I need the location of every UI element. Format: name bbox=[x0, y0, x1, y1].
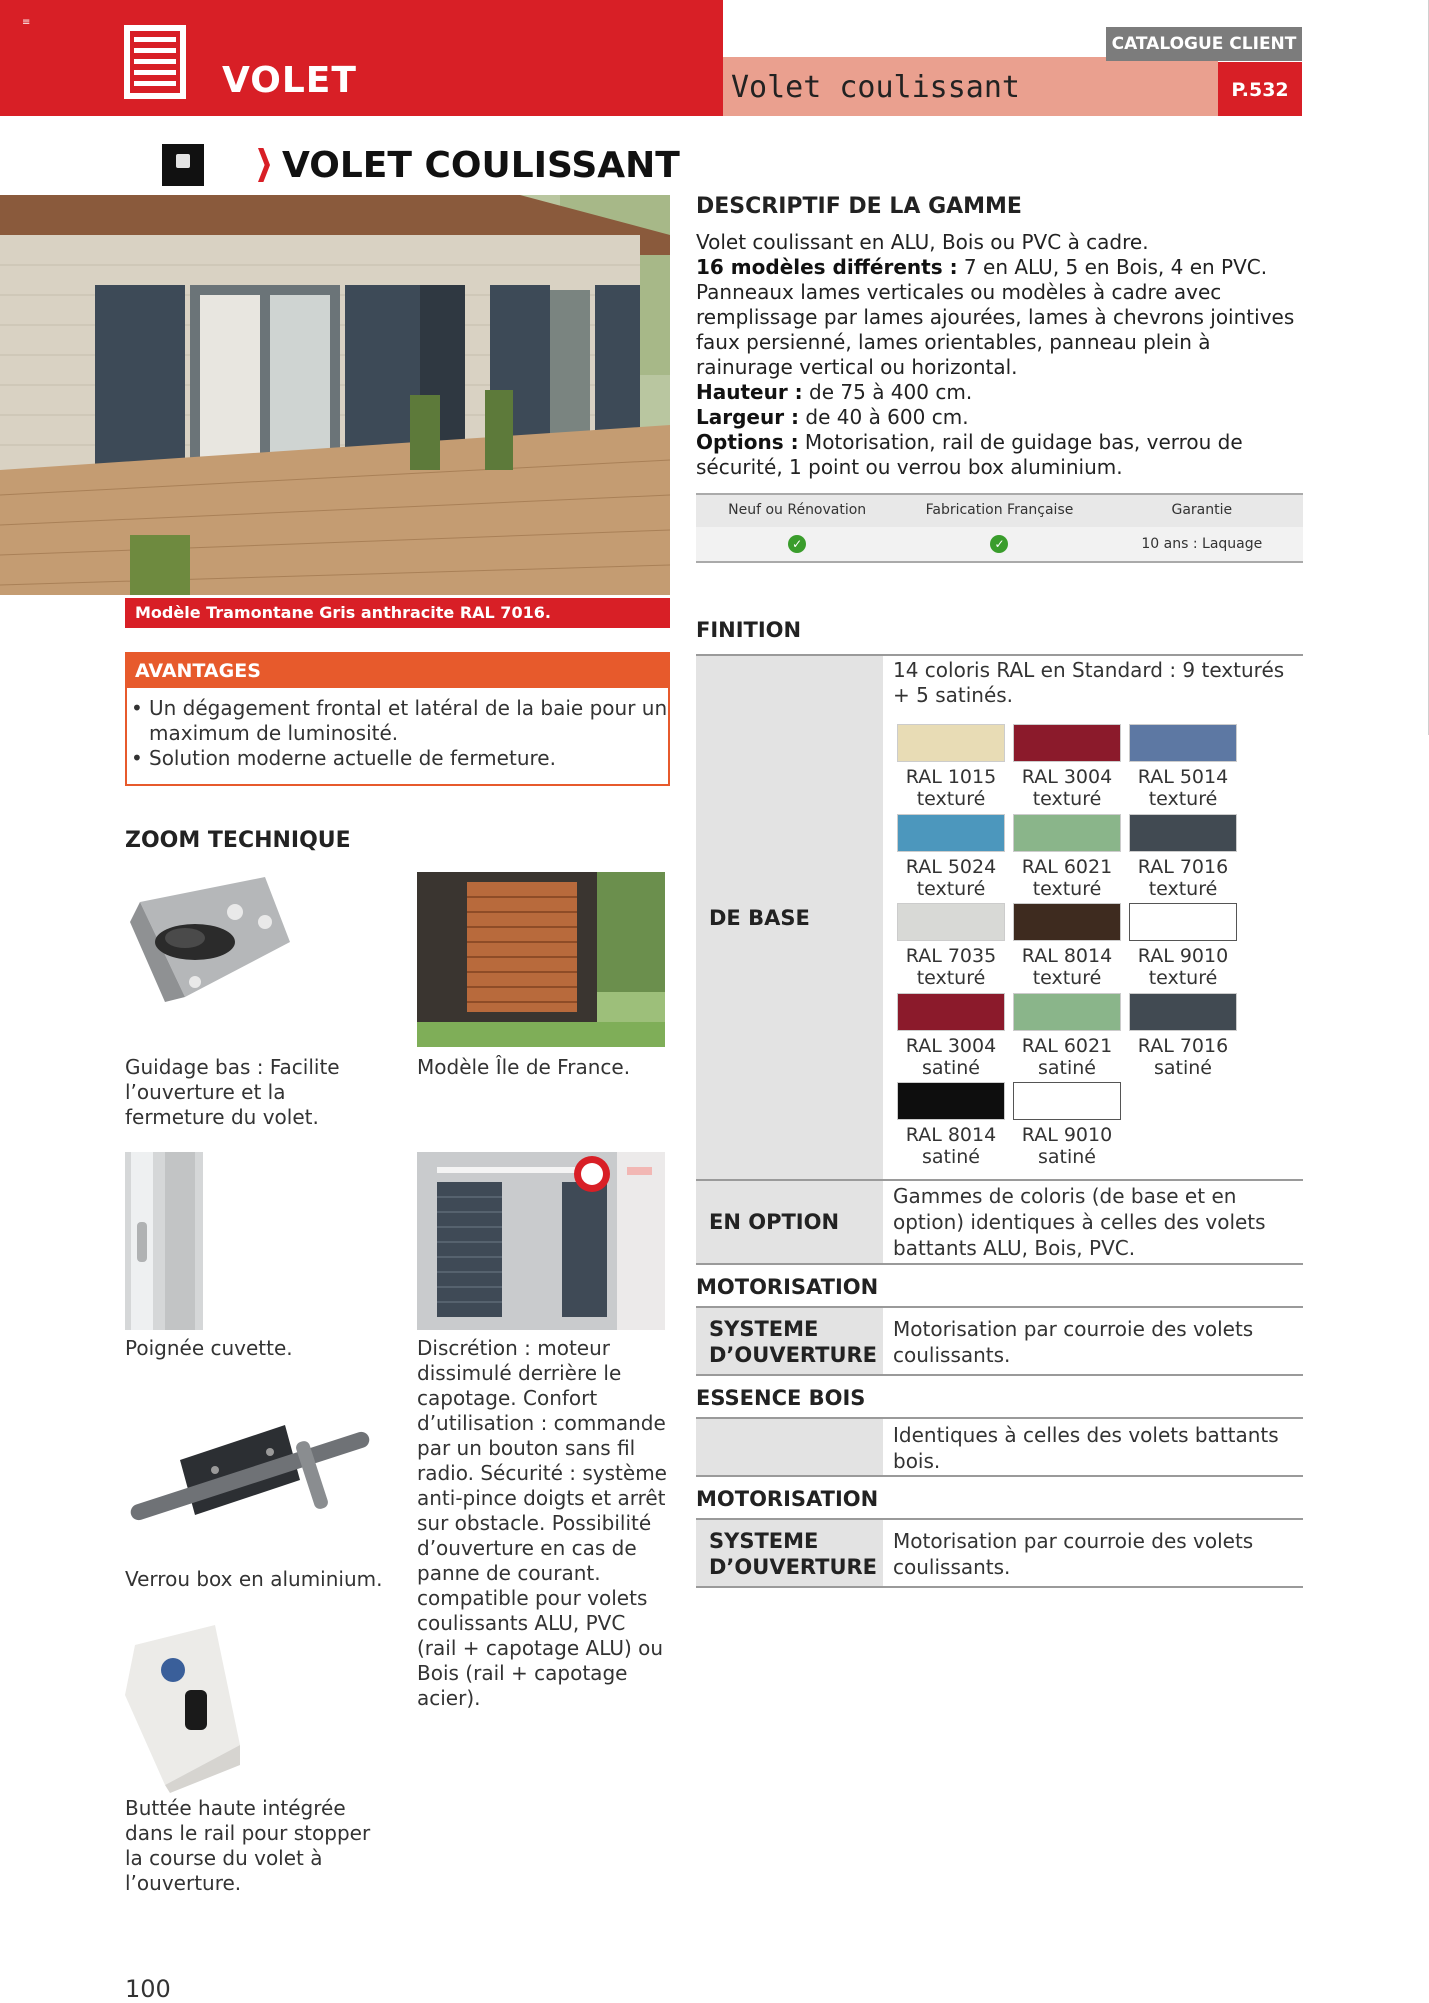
verrou-box-image bbox=[125, 1400, 375, 1550]
essence-bois-label-cell bbox=[696, 1419, 883, 1475]
page-number: 100 bbox=[125, 1975, 171, 2003]
guidage-bas-image bbox=[125, 872, 295, 1012]
de-base-label: DE BASE bbox=[709, 906, 810, 930]
color-swatch bbox=[1125, 993, 1241, 1079]
info-header: Garantie bbox=[1171, 502, 1233, 518]
swatch-chip bbox=[897, 724, 1005, 762]
swatch-chip bbox=[1013, 1082, 1121, 1120]
systeme-text: Motorisation par courroie des volets coulissants. bbox=[893, 1529, 1254, 1579]
divider bbox=[696, 1263, 1303, 1265]
swatch-ral: RAL 8014 bbox=[1021, 945, 1113, 967]
swatch-finish: satiné bbox=[1037, 1056, 1096, 1079]
swatch-chip bbox=[897, 1082, 1005, 1120]
swatch-finish: satiné bbox=[921, 1056, 980, 1079]
swatch-finish: texturé bbox=[916, 877, 986, 900]
swatch-chip bbox=[1129, 814, 1237, 852]
de-base-intro: 14 coloris RAL en Standard : 9 texturés + 5 satinés. bbox=[893, 658, 1285, 707]
height-text: de 75 à 400 cm. bbox=[802, 380, 973, 404]
descriptif-line1: Volet coulissant en ALU, Bois ou PVC à cadre. bbox=[696, 230, 1149, 254]
swatch-ral: RAL 7035 bbox=[905, 945, 997, 967]
essence-bois-text: Identiques à celles des volets battants bois. bbox=[893, 1423, 1279, 1473]
subtitle: Volet coulissant bbox=[731, 70, 1020, 105]
shutter-icon bbox=[124, 25, 186, 99]
zoom-title: ZOOM TECHNIQUE bbox=[125, 828, 351, 853]
descriptif-title: DESCRIPTIF DE LA GAMME bbox=[696, 194, 1022, 219]
swatch-chip bbox=[1013, 903, 1121, 941]
swatch-ral: RAL 5014 bbox=[1137, 766, 1229, 788]
info-header: Neuf ou Rénovation bbox=[728, 502, 867, 518]
swatch-ral: RAL 9010 bbox=[1137, 945, 1229, 967]
models-text: 7 en ALU, 5 en Bois, 4 en PVC. bbox=[957, 255, 1268, 279]
divider bbox=[696, 1374, 1303, 1376]
avantages-item: • Solution moderne actuelle de fermeture. bbox=[131, 746, 668, 771]
color-swatch bbox=[1009, 903, 1125, 989]
swatch-finish: satiné bbox=[921, 1146, 980, 1168]
systeme-text: Motorisation par courroie des volets coulissants. bbox=[893, 1317, 1254, 1367]
swatch-finish: texturé bbox=[1148, 877, 1218, 900]
discretion-image bbox=[417, 1152, 665, 1330]
color-swatch bbox=[1009, 814, 1125, 900]
models-label: 16 modèles différents : bbox=[696, 255, 958, 279]
garantie-value: 10 ans : Laquage bbox=[1141, 536, 1263, 552]
motorisation-title: MOTORISATION bbox=[696, 1487, 879, 1511]
swatch-ral: RAL 3004 bbox=[905, 1034, 997, 1057]
check-icon: ✓ bbox=[788, 535, 806, 553]
avantages-title: AVANTAGES bbox=[127, 654, 668, 688]
section-title: VOLET bbox=[222, 60, 357, 101]
page-title: VOLET COULISSANT bbox=[282, 145, 680, 186]
swatch-finish: texturé bbox=[1148, 788, 1218, 810]
swatch-chip bbox=[897, 993, 1005, 1031]
panels-text: Panneaux lames verticales ou modèles à cadre avec remplissage par lames ajourées, lames à chevrons jointives faux persienné, lames orientables, panneau plein à rainurage vertical ou horizontal. bbox=[696, 280, 1295, 379]
swatch-finish: texturé bbox=[1032, 967, 1102, 989]
poignee-cuvette-image bbox=[125, 1152, 203, 1330]
swatch-ral: RAL 7016 bbox=[1137, 1034, 1229, 1057]
color-swatch bbox=[1009, 993, 1125, 1079]
swatch-chip bbox=[1129, 993, 1237, 1031]
buttee-haute-image bbox=[125, 1615, 245, 1795]
swatch-finish: satiné bbox=[1037, 1146, 1096, 1168]
page-ref-badge: P.532 bbox=[1218, 62, 1302, 116]
swatch-ral: RAL 3004 bbox=[1021, 766, 1113, 788]
swatch-ral: RAL 6021 bbox=[1021, 855, 1113, 878]
finition-title: FINITION bbox=[696, 618, 802, 642]
check-icon: ✓ bbox=[990, 535, 1008, 553]
color-swatch bbox=[1009, 1082, 1125, 1168]
color-swatch bbox=[1009, 724, 1125, 810]
essence-bois-title: ESSENCE BOIS bbox=[696, 1386, 866, 1410]
color-swatch bbox=[893, 903, 1009, 989]
en-option-text: Gammes de coloris (de base et en option) identiques à celles des volets battants ALU, Bois, PVC. bbox=[893, 1184, 1266, 1260]
divider bbox=[696, 1475, 1303, 1477]
swatch-ral: RAL 5024 bbox=[905, 855, 997, 878]
verrou-box-caption: Verrou box en aluminium. bbox=[125, 1567, 383, 1591]
header-red-bar bbox=[0, 0, 723, 116]
main-photo bbox=[0, 195, 670, 595]
divider bbox=[696, 1586, 1303, 1588]
swatch-grid bbox=[893, 724, 1303, 1174]
systeme-label: SYSTEME D’OUVERTURE bbox=[709, 1529, 878, 1579]
swatch-chip bbox=[1013, 724, 1121, 762]
avantages-item: • Un dégagement frontal et latéral de la baie pour un maximum de luminosité. bbox=[131, 696, 668, 746]
swatch-finish: texturé bbox=[1032, 877, 1102, 900]
width-label: Largeur : bbox=[696, 405, 800, 429]
swatch-chip bbox=[897, 814, 1005, 852]
avantages-box bbox=[125, 652, 670, 786]
swatch-ral: RAL 1015 bbox=[905, 766, 997, 788]
buttee-haute-caption: Buttée haute intégrée dans le rail pour stopper la course du volet à l’ouverture. bbox=[125, 1796, 371, 1895]
chevron-right-icon bbox=[258, 148, 270, 182]
color-swatch bbox=[893, 724, 1009, 810]
swatch-finish: texturé bbox=[1032, 788, 1102, 810]
color-swatch bbox=[1125, 724, 1241, 810]
width-text: de 40 à 600 cm. bbox=[799, 405, 969, 429]
photo-caption: Modèle Tramontane Gris anthracite RAL 7016. bbox=[125, 598, 670, 628]
swatch-finish: texturé bbox=[916, 967, 986, 989]
swatch-ral: RAL 9010 bbox=[1021, 1124, 1113, 1146]
color-swatch bbox=[1125, 814, 1241, 900]
swatch-ral: RAL 6021 bbox=[1021, 1034, 1113, 1057]
ile-de-france-caption: Modèle Île de France. bbox=[417, 1055, 631, 1079]
swatch-chip bbox=[1013, 993, 1121, 1031]
info-table bbox=[696, 493, 1303, 563]
swatch-chip bbox=[1129, 724, 1237, 762]
swatch-finish: satiné bbox=[1153, 1056, 1212, 1079]
poignee-cuvette-caption: Poignée cuvette. bbox=[125, 1336, 293, 1360]
height-label: Hauteur : bbox=[696, 380, 803, 404]
color-swatch bbox=[1125, 903, 1241, 989]
motorisation-title: MOTORISATION bbox=[696, 1275, 879, 1299]
discretion-caption: Discrétion : moteur dissimulé derrière le capotage. Confort d’utilisation : commande par un bouton sans fil radio. Sécurité : système anti-pince doigts et arrêt sur obstacle. Possibilité d’ouverture en cas de panne de courant. compatible pour volets coulissants ALU, PVC (rail + capotage ALU) ou Bois (rail + capotage acier). bbox=[417, 1336, 667, 1710]
systeme-label: SYSTEME D’OUVERTURE bbox=[709, 1317, 878, 1367]
swatch-ral: RAL 7016 bbox=[1137, 855, 1229, 878]
guidage-bas-caption: Guidage bas : Facilite l’ouverture et la fermeture du volet. bbox=[125, 1055, 340, 1129]
swatch-chip bbox=[897, 903, 1005, 941]
catalogue-label: CATALOGUE CLIENT bbox=[1106, 27, 1302, 61]
swatch-finish: texturé bbox=[916, 788, 986, 810]
color-swatch bbox=[893, 993, 1009, 1079]
brand-logo bbox=[162, 144, 204, 186]
menu-icon[interactable]: ≡ bbox=[22, 17, 31, 28]
swatch-chip bbox=[1129, 903, 1237, 941]
en-option-label: EN OPTION bbox=[709, 1210, 840, 1234]
color-swatch bbox=[893, 814, 1009, 900]
options-text: Motorisation, rail de guidage bas, verrou de sécurité, 1 point ou verrou box aluminium. bbox=[696, 430, 1243, 479]
swatch-finish: texturé bbox=[1148, 967, 1218, 989]
color-swatch bbox=[893, 1082, 1009, 1168]
ile-de-france-image bbox=[417, 872, 665, 1047]
swatch-ral: RAL 8014 bbox=[905, 1124, 997, 1146]
swatch-chip bbox=[1013, 814, 1121, 852]
options-label: Options : bbox=[696, 430, 799, 454]
descriptif-text bbox=[696, 230, 1306, 480]
info-header: Fabrication Française bbox=[925, 502, 1074, 518]
